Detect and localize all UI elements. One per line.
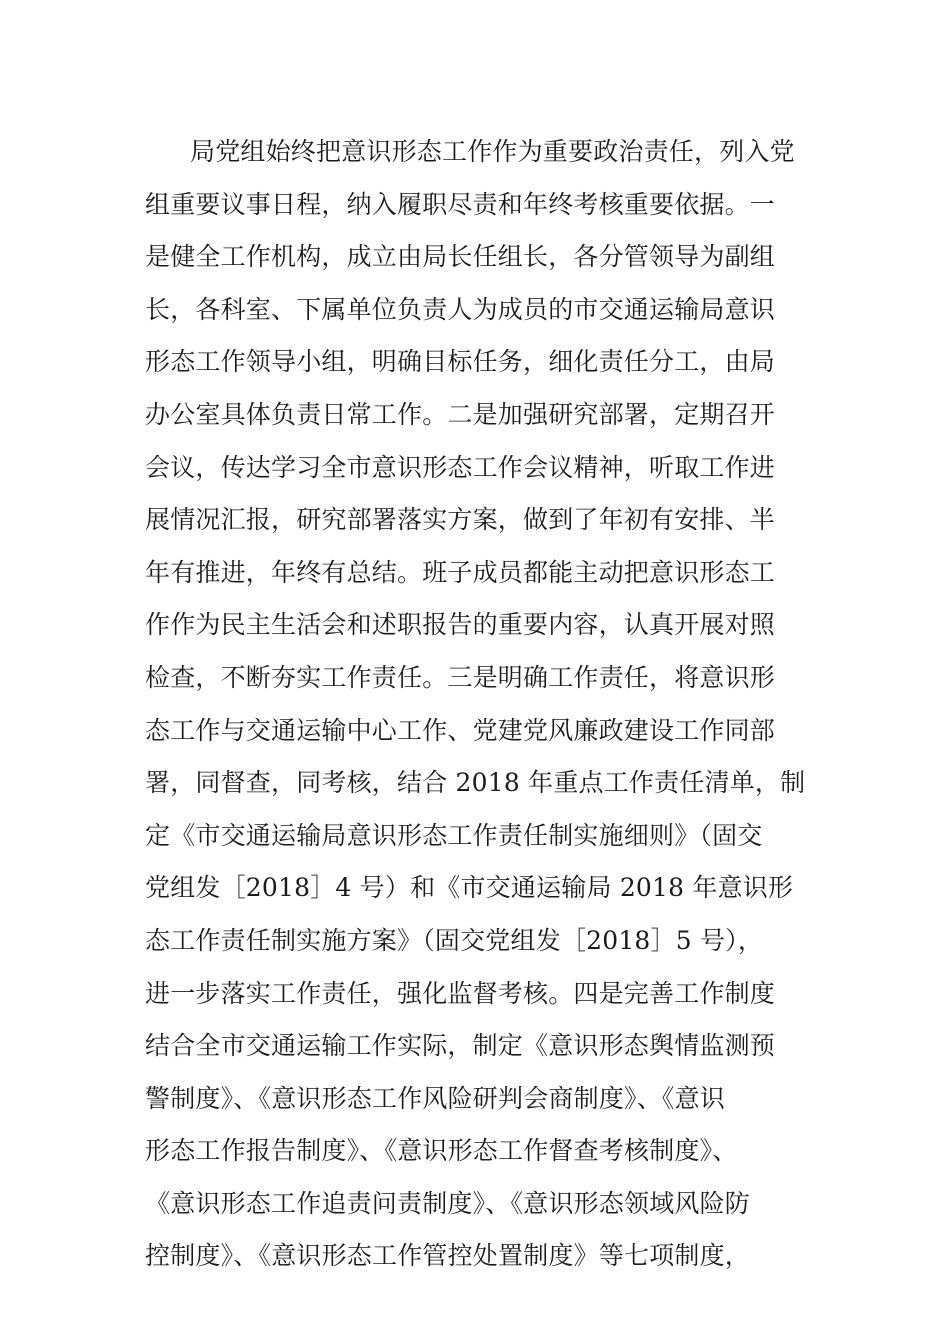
- body-paragraph: [145, 126, 815, 1283]
- text-line: 进一步落实工作责任，强化监督考核。四是完善工作制度: [145, 978, 776, 1008]
- text-line: 形态工作领导小组，明确目标任务，细化责任分工，由局: [145, 347, 776, 377]
- text-line: 警制度》、《意识形态工作风险研判会商制度》、《意识: [145, 1083, 726, 1113]
- text-line: 是健全工作机构，成立由局长任组长，各分管领导为副组: [145, 242, 776, 272]
- text-line: 定《市交通运输局意识形态工作责任制实施细则》（固交: [145, 820, 763, 850]
- text-line: 展情况汇报，研究部署落实方案，做到了年初有安排、半: [145, 505, 776, 535]
- text-line: 组重要议事日程，纳入履职尽责和年终考核重要依据。一: [145, 189, 776, 219]
- text-line: 局党组始终把意识形态工作作为重要政治责任，列入党: [190, 137, 795, 166]
- text-line: 态工作与交通运输中心工作、党建党风廉政建设工作同部: [145, 715, 776, 745]
- text-line: 年有推进，年终有总结。班子成员都能主动把意识形态工: [145, 557, 776, 587]
- text-line: 控制度》、《意识形态工作管控处置制度》等七项制度，: [145, 1241, 751, 1271]
- text-line: 形态工作报告制度》、《意识形态工作督查考核制度》、: [145, 1136, 738, 1166]
- text-line: 署，同督查，同考核，结合 2018 年重点工作责任清单，制: [145, 768, 806, 798]
- text-line: 会议，传达学习全市意识形态工作会议精神，听取工作进: [145, 452, 776, 482]
- text-line: 作作为民主生活会和述职报告的重要内容，认真开展对照: [145, 610, 776, 640]
- text-line: 长，各科室、下属单位负责人为成员的市交通运输局意识: [145, 294, 776, 324]
- text-line: 党组发［2018］4 号）和《市交通运输局 2018 年意识形: [145, 873, 794, 903]
- text-line: 结合全市交通运输工作实际，制定《意识形态舆情监测预: [145, 1031, 776, 1061]
- text-line: 《意识形态工作追责问责制度》、《意识形态领域风险防: [145, 1188, 751, 1218]
- text-line: 办公室具体负责日常工作。二是加强研究部署，定期召开: [145, 399, 776, 429]
- text-line: 检查，不断夯实工作责任。三是明确工作责任，将意识形: [145, 662, 776, 692]
- text-line: 态工作责任制实施方案》（固交党组发［2018］5 号），: [145, 925, 764, 955]
